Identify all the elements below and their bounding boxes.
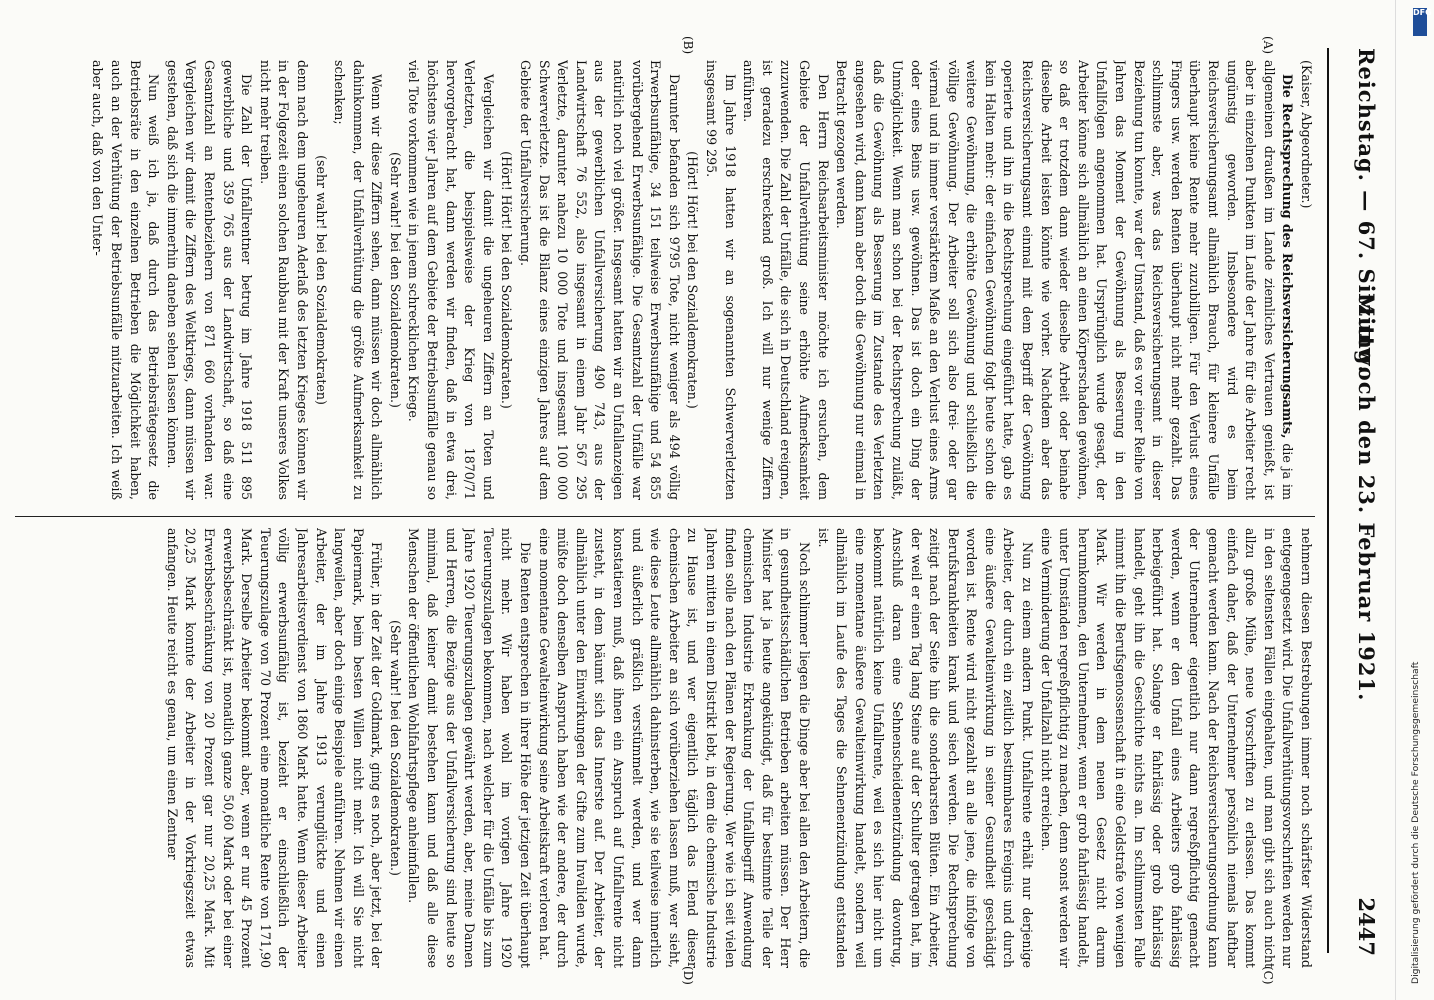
paragraph: Früher, in der Zeit der Goldmark, ging es noch, aber jetzt, bei der Papiermark, beim besten Willen nicht mehr. Ich will Sie nicht langweilen, aber doch einige Beispiele anführen. Nehmen wir einen Arbeiter, der im Jahre 1913 verunglückte und einen Jahresarbeitsverdienst von 1860 Mark hatte. Wenn dieser Arbeiter völlig erwerbsunfähig ist, bezieht er einschließlich der Teuerungszulage von 70 Prozent eine monatliche Rente von 171,90 Mark. Derselbe Arbeiter bekommt aber, wenn er nur 45 Prozent erwerbsbeschränkt ist, monatlich ganze 50,60 Mark oder bei einer Erwerbsbeschränkung von 20 Prozent gar nur 20,25 Mark. Mit 20,25 Mark konnte der Arbeiter in der Vorkriegszeit etwas anfangen. Heute reicht es genau, um einen Zentner bbox=[164, 528, 385, 968]
interjection: (Sehr wahr! bei den Sozialdemokraten.) bbox=[387, 620, 403, 876]
paragraph: nehmern diesen Bestrebungen immer noch schärfster Widerstand entgegengesetzt wird. Die Unfallverhütungsvorschriften werden nur in den seltensten Fällen eingehalten, und man gibt sich auch nicht allzu große Mühe, neue Vorschriften zu erlassen. Das kommt einfach daher, daß der Unternehmer persönlich niemals haftbar gemacht werden kann. Nach der Reichsversicherungsordnung kann der Unternehmer eigentlich nur dann regreßpflichtig gemacht werden, wenn er den Unfall eines Arbeiters grob fahrlässig herbeigeführt hat. Solange er fahrlässig oder grob fahrlässig handelt, geht ihn die Geschichte nichts an. Im schlimmsten Falle nimmt ihn die Berufsgenossenschaft in eine Geldstrafe von wenigen Mark. Wir werden in dem neuen Gesetz nicht darum herumkommen, den Unternehmer, wenn er grob fahrlässig handelt, unter Umständen regreßpflichtig zu machen, denn sonst werden wir eine Verminderung der Unfallzahl nicht erreichen. bbox=[1038, 528, 1314, 968]
paragraph: Den Herrn Reichsarbeitsminister möchte ich ersuchen, dem Gebiete der Unfallverhütung seine erhöhte Aufmerksamkeit zuzuwenden. Die Zahl der Unfälle, die sich in Deutschland ereignen, ist geradezu erschreckend groß. Ich will nur wenige Ziffern anführen. bbox=[741, 60, 831, 500]
dfg-watermark bbox=[1408, 6, 1432, 996]
right-text-column bbox=[15, 528, 1315, 968]
paragraph: Wenn wir diese Ziffern sehen, dann müssen wir doch allmählich dahinkommen, der Unfallverhütung die größte Aufmerksamkeit zu schenken; bbox=[332, 60, 385, 500]
dfg-logo: DFG bbox=[1413, 8, 1427, 36]
interjection: (sehr wahr! bei den Sozialdemokraten) bbox=[313, 155, 329, 405]
page-number: 2447 bbox=[1354, 897, 1379, 956]
margin-mark-a: (A) bbox=[1261, 36, 1275, 55]
margin-mark-d: (D) bbox=[681, 966, 695, 985]
paragraph: Die Zahl der Unfallrentner betrug im Jahre 1918 511 895 gewerbliche und 359 765 aus der Landwirtschaft, so daß eine Gesamtzahl an Rentenbeziehern von 871 660 vorhanden war. Vergleichen wir damit die Ziffern des Weltkriegs, dann müssen wir gestehen, daß sich die immerhin daneben sehen lassen können. bbox=[164, 60, 255, 500]
bold-phrase: Die Rechtsprechung des Reichsversicherungsamts, bbox=[1280, 74, 1296, 439]
speaker-line: (Kaiser, Abgeordneter.) bbox=[1299, 60, 1314, 209]
running-header-date: Mittwoch den 23. Februar 1921. bbox=[1354, 293, 1379, 702]
paragraph: Darunter befanden sich 9795 Tote, nicht weniger als 494 völlig Erwerbsunfähige, 34 151 teilweise Erwerbsunfähige und 54 855 vorübergehend Erwerbsunfähige. Die Gesamtzahl der Unfälle war natürlich noch viel größer. Insgesamt hatten wir an Unfallanzeigen aus der gewerblichen Unfallversicherung 490 743, aus der Landwirtschaft 76 552, also insgesamt in einem Jahr 567 295 Verletzte, darunter nahezu 10 000 Tote und insgesamt 100 000 Schwerverletzte. Das ist die Bilanz eines einzigen Jahres auf dem Gebiete der Unfallversicherung. bbox=[518, 60, 682, 500]
paragraph: Vergleichen wir damit die ungeheuren Ziffern an Toten und Verletzten, die beispielsweise der Krieg von 1870/71 hervorgebracht hat, dann werden wir finden, daß in etwa drei, höchstens vier Jahren auf dem Gebiete der Betriebsunfälle genau so viel Tote vorkommen wie in jenem schrecklichen Kriege. bbox=[406, 60, 496, 500]
paragraph bbox=[832, 60, 1297, 500]
column-divider bbox=[15, 516, 1315, 517]
interjection: (Sehr wahr! bei den Sozialdemokraten.) bbox=[387, 152, 403, 408]
digitization-notice: Digitalisierung gefördert durch die Deutsche Forschungsgemeinschaft bbox=[1410, 661, 1421, 984]
paragraph: denn nach dem ungeheuren Aderlaß des letzten Krieges können wir in der Folgezeit einen solchen Raubbau mit der Kraft unseres Volkes nicht mehr treiben. bbox=[257, 60, 310, 500]
rotated-page-content bbox=[0, 28, 1395, 988]
header-rule bbox=[1327, 48, 1329, 953]
paragraph: Nun zu einem andern Punkt. Unfallrente erhält nur derjenige Arbeiter, der durch ein zeitlich bestimmbares Ereignis und durch eine äußere Gewalteinwirkung in seiner Gesundheit geschädigt worden ist. Rente wird nicht gezahlt an alle jene, die infolge von Berufskrankheiten krank und siech werden. Die Rechtsprechung zeitigt nach der Seite hin die sonderbarsten Blüten. Ein Arbeiter, der weil er einen Tag lang Steine auf der Schulter getragen hat, im Anschluß daran eine Sehnenscheidenentzündung davontrug, bekommt natürlich keine Unfallrente, weil es sich hier nicht um eine momentane äußere Gewalteinwirkung handelt, sondern weil allmählich im Laufe des Tages die Sehnenentzündung entstanden ist. bbox=[815, 528, 1036, 968]
page-edge bbox=[1395, 0, 1396, 1000]
paragraph: Nun weiß ich ja, daß durch das Betriebsrätegesetz die Betriebsräte in den einzelnen Betrieben die Möglichkeit haben, auch an der Verhütung der Betriebsunfälle mitzuarbeiten. Ich weiß aber auch, daß von den Unter- bbox=[90, 60, 162, 500]
paragraph: Noch schlimmer liegen die Dinge aber bei allen den Arbeitern, die in gesundheitsschädlichen Betrieben arbeiten müssen. Der Herr Minister hat ja heute angekündigt, daß für bestimmte Teile der chemischen Industrie Erkrankung der Unfallbegriff Anwendung finden solle nach den Plänen der Regierung. Wer wie ich seit vielen Jahren mitten in einem Distrikt lebt, in dem die chemische Industrie zu Hause ist, und wer eigentlich täglich das Elend dieser chemischen Arbeiter an sich vorüberziehen lassen muß, wer sieht, wie diese Leute allmählich dahinsterben, wie sie teilweise innerlich und äußerlich gräßlich verstümmelt werden, und wer dann konstatieren muß, daß ihnen ein Anspruch auf Unfallrente nicht zusteht, in dem bäumt sich das Innerste auf. Der Arbeiter, der allmählich unter den Einwirkungen der Gifte zum Invaliden wurde, müßte doch denselben Anspruch haben wie der andere, der durch eine momentane Gewalteinwirkung seine Arbeitskraft verloren hat. bbox=[536, 528, 812, 968]
interjection: (Hört! Hört! bei den Sozialdemokraten.) bbox=[499, 151, 515, 409]
interjection: (Hört! Hört! bei den Sozialdemokraten.) bbox=[685, 151, 701, 409]
running-header-left: Reichstag. — 67. Sitzung. bbox=[1354, 48, 1379, 374]
paragraph-text: die ja im allgemeinen draußen im Lande ziemliches Vertrauen genießt, ist aber in einzelnen Punkten im Laufe der Jahre für die Arbeiter recht ungünstig geworden. Insbesondere wird es beim Reichsversicherungsamt allmählich Brauch, für kleinere Unfälle überhaupt keine Rente mehr zuzubilligen. Für den Verlust eines Fingers usw. werden Renten überhaupt nicht mehr gezahlt. Das schlimmste aber, was das Reichsversicherungsamt in dieser Beziehung tun konnte, war der Umstand, daß es vor einer Reihe von Jahren das Moment der Gewöhnung als Besserung in den Unfallfolgen angenommen hat. Ursprünglich wurde gesagt, der Arbeiter könne sich allmählich an einen Körperschaden gewöhnen, so daß er trotzdem dann wieder dieselbe Arbeit oder beinahe dieselbe Arbeit leisten könnte wie vorher. Nachdem aber das Reichsversicherungsamt einmal mit dem Begriff der Gewöhnung operierte und ihn in die Rechtsprechung eingeführt hatte, gab es kein Halten mehr: der einfachen Gewöhnung folgt heute schon die weitere Gewöhnung, die erhöhte Gewöhnung und schließlich die völlige Gewöhnung. Der Arbeiter soll sich also drei- oder gar viermal und in immer verstärktem Maße an den Verlust eines Arms oder eines Beins usw. gewöhnen. Das ist doch ein Ding der Unmöglichkeit. Wenn man schon bei der Rechtsprechung zuläßt, daß die Gewöhnung als Besserung im Zustande des Verletzten angesehen wird, dann kann aber doch die Gewöhnung nur einmal in Betracht gezogen werden. bbox=[834, 60, 1296, 500]
left-text-column bbox=[15, 60, 1315, 500]
paragraph: Die Renten entsprechen in ihrer Höhe der jetzigen Zeit überhaupt nicht mehr. Wir haben wohl im vorigen Jahre 1920 Teuerungszulagen bekommen, nach welcher für die Unfälle bis zum Jahre 1920 Teuerungszulagen gewährt werden, aber, meine Damen und Herren, die Bezüge aus der Unfallversicherung sind heute so minimal, daß keiner damit bestehen kann und daß alle diese Menschen der öffentlichen Wohlfahrtspflege anheimfallen. bbox=[406, 528, 534, 968]
margin-mark-b: (B) bbox=[681, 36, 695, 55]
paragraph: Im Jahre 1918 hatten wir an sogenannten Schwerverletzten insgesamt 99 295. bbox=[704, 60, 738, 500]
margin-mark-c: (C) bbox=[1261, 966, 1275, 985]
